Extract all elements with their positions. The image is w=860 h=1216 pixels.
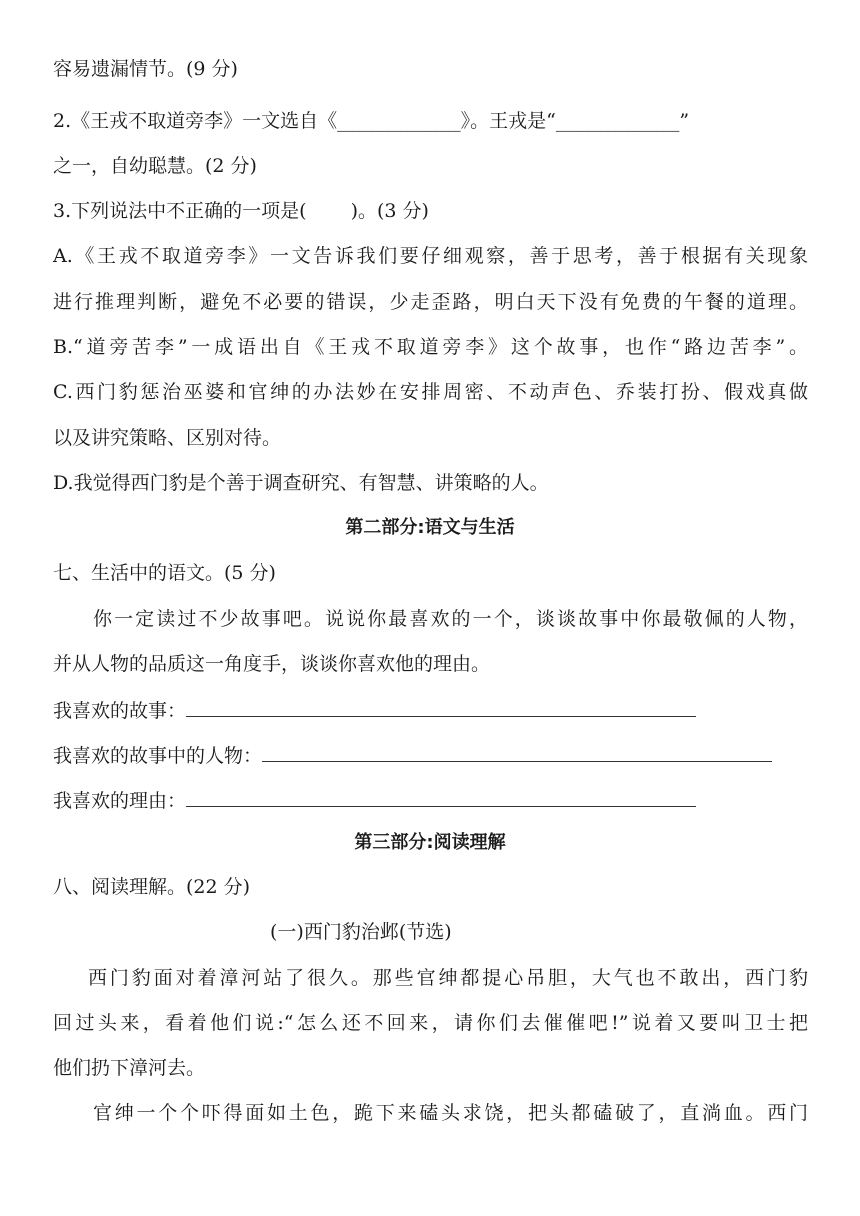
character-label: 我喜欢的故事中的人物：	[53, 745, 263, 767]
question-7-heading: 七、生活中的语文。(5 分)	[53, 562, 276, 584]
story-answer-row	[53, 696, 696, 724]
option-b: B.“道旁苦李”一成语出自《王戎不取道旁李》这个故事，也作“路边苦李”。	[53, 336, 808, 358]
option-c-line-1: C.西门豹惩治巫婆和官绅的办法妙在安排周密、不动声色、乔装打扮、假戏真做	[53, 381, 808, 403]
part-2-title: 第二部分:语文与生活	[345, 517, 515, 538]
answer-blank-source[interactable]: _____________	[337, 110, 461, 132]
passage-line-3: 他们扔下漳河去。	[53, 1057, 206, 1079]
passage-title: (一)西门豹治邺(节选)	[270, 921, 452, 943]
reason-answer-row	[53, 786, 696, 814]
option-a-line-2: 进行推理判断，避免不必要的错误，少走歪路，明白天下没有免费的午餐的道理。	[53, 291, 808, 313]
question-1-tail: 容易遗漏情节。(9 分)	[53, 58, 238, 80]
passage-line-4: 官绅一个个吓得面如土色，跪下来磕头求饶，把头都磕破了，直淌血。西门	[93, 1102, 808, 1124]
question-2-text-b: 》。王戎是“	[460, 110, 556, 132]
question-8-heading: 八、阅读理解。(22 分)	[53, 876, 251, 898]
option-d: D.我觉得西门豹是个善于调查研究、有智慧、讲策略的人。	[53, 472, 549, 494]
passage-line-1: 西门豹面对着漳河站了很久。那些官绅都提心吊胆，大气也不敢出，西门豹	[88, 967, 808, 989]
question-2-text-c: ”	[679, 110, 690, 132]
question-7-prompt-line-1: 你一定读过不少故事吧。说说你最喜欢的一个，谈谈故事中你最敬佩的人物，	[93, 608, 808, 630]
answer-blank-group[interactable]: _____________	[555, 110, 680, 132]
question-2-line-2: 之一，自幼聪慧。(2 分)	[53, 155, 257, 177]
part-3-title: 第三部分:阅读理解	[354, 832, 506, 853]
reason-label: 我喜欢的理由：	[53, 790, 187, 812]
passage-line-2: 回过头来，看着他们说:“怎么还不回来，请你们去催催吧!”说着又要叫卫士把	[53, 1012, 808, 1034]
question-3-stem: 3.下列说法中不正确的一项是( )。(3 分)	[53, 200, 429, 222]
question-7-prompt-line-2: 并从人物的品质这一角度手，谈谈你喜欢他的理由。	[53, 653, 491, 675]
question-2-line-1	[53, 108, 689, 134]
story-label: 我喜欢的故事：	[53, 700, 187, 722]
character-answer-line[interactable]	[262, 741, 772, 762]
reason-answer-line[interactable]	[186, 786, 696, 807]
option-a-line-1: A.《王戎不取道旁李》一文告诉我们要仔细观察，善于思考，善于根据有关现象	[53, 245, 808, 267]
question-2-text-a: 2.《王戎不取道旁李》一文选自《	[53, 110, 338, 132]
story-answer-line[interactable]	[186, 696, 696, 717]
character-answer-row	[53, 741, 772, 769]
option-c-line-2: 以及讲究策略、区别对待。	[53, 427, 282, 449]
